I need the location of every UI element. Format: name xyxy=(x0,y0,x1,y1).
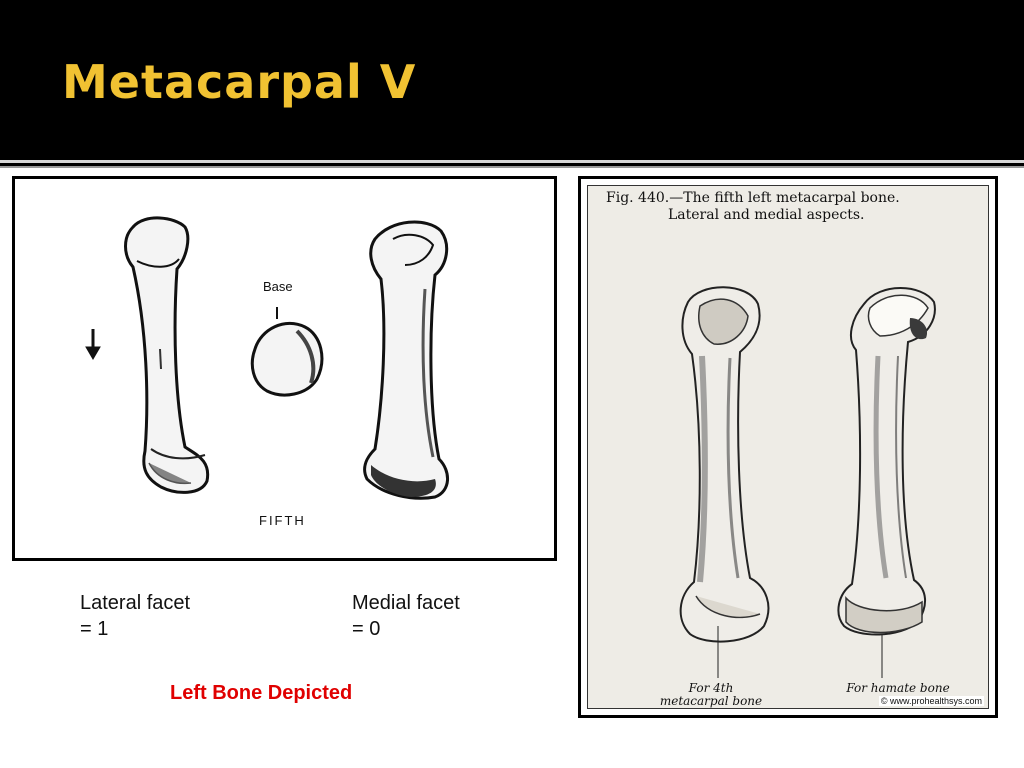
figure-caption-line2: Lateral and medial aspects. xyxy=(668,207,865,223)
label-for-hamate-bone: For hamate bone xyxy=(846,681,950,695)
metacarpal-drawing xyxy=(15,179,554,558)
textbook-plate xyxy=(587,185,989,709)
bone-lateral-drawing xyxy=(126,218,208,492)
left-figure-frame xyxy=(12,176,557,561)
base-label: Base xyxy=(263,279,293,294)
bone-medial-drawing xyxy=(365,222,448,498)
medial-facet-value: = 0 xyxy=(352,618,381,640)
title-divider xyxy=(0,160,1024,163)
left-bone-note: Left Bone Depicted xyxy=(170,682,353,704)
down-arrow-icon xyxy=(86,329,100,359)
medial-facet-text xyxy=(352,590,460,642)
figure-caption-line1: Fig. 440.—The fifth left metacarpal bone. xyxy=(606,190,900,206)
plate-bone-medial xyxy=(838,288,934,678)
fifth-label: FIFTH xyxy=(259,513,306,528)
medial-facet-label: Medial facet xyxy=(352,592,460,614)
lateral-facet-text xyxy=(80,590,190,642)
lateral-facet-label: Lateral facet xyxy=(80,592,191,614)
copyright-notice: © www.prohealthsys.com xyxy=(880,696,982,706)
plate-drawing xyxy=(588,186,989,709)
title-bar xyxy=(0,0,1024,160)
right-figure-frame xyxy=(578,176,998,718)
plate-bone-lateral xyxy=(681,287,769,678)
slide-title: Metacarpal V xyxy=(62,55,417,109)
label-for-4th-metacarpal: For 4th metacarpal bone xyxy=(659,681,763,708)
lateral-facet-value: = 1 xyxy=(80,618,109,640)
